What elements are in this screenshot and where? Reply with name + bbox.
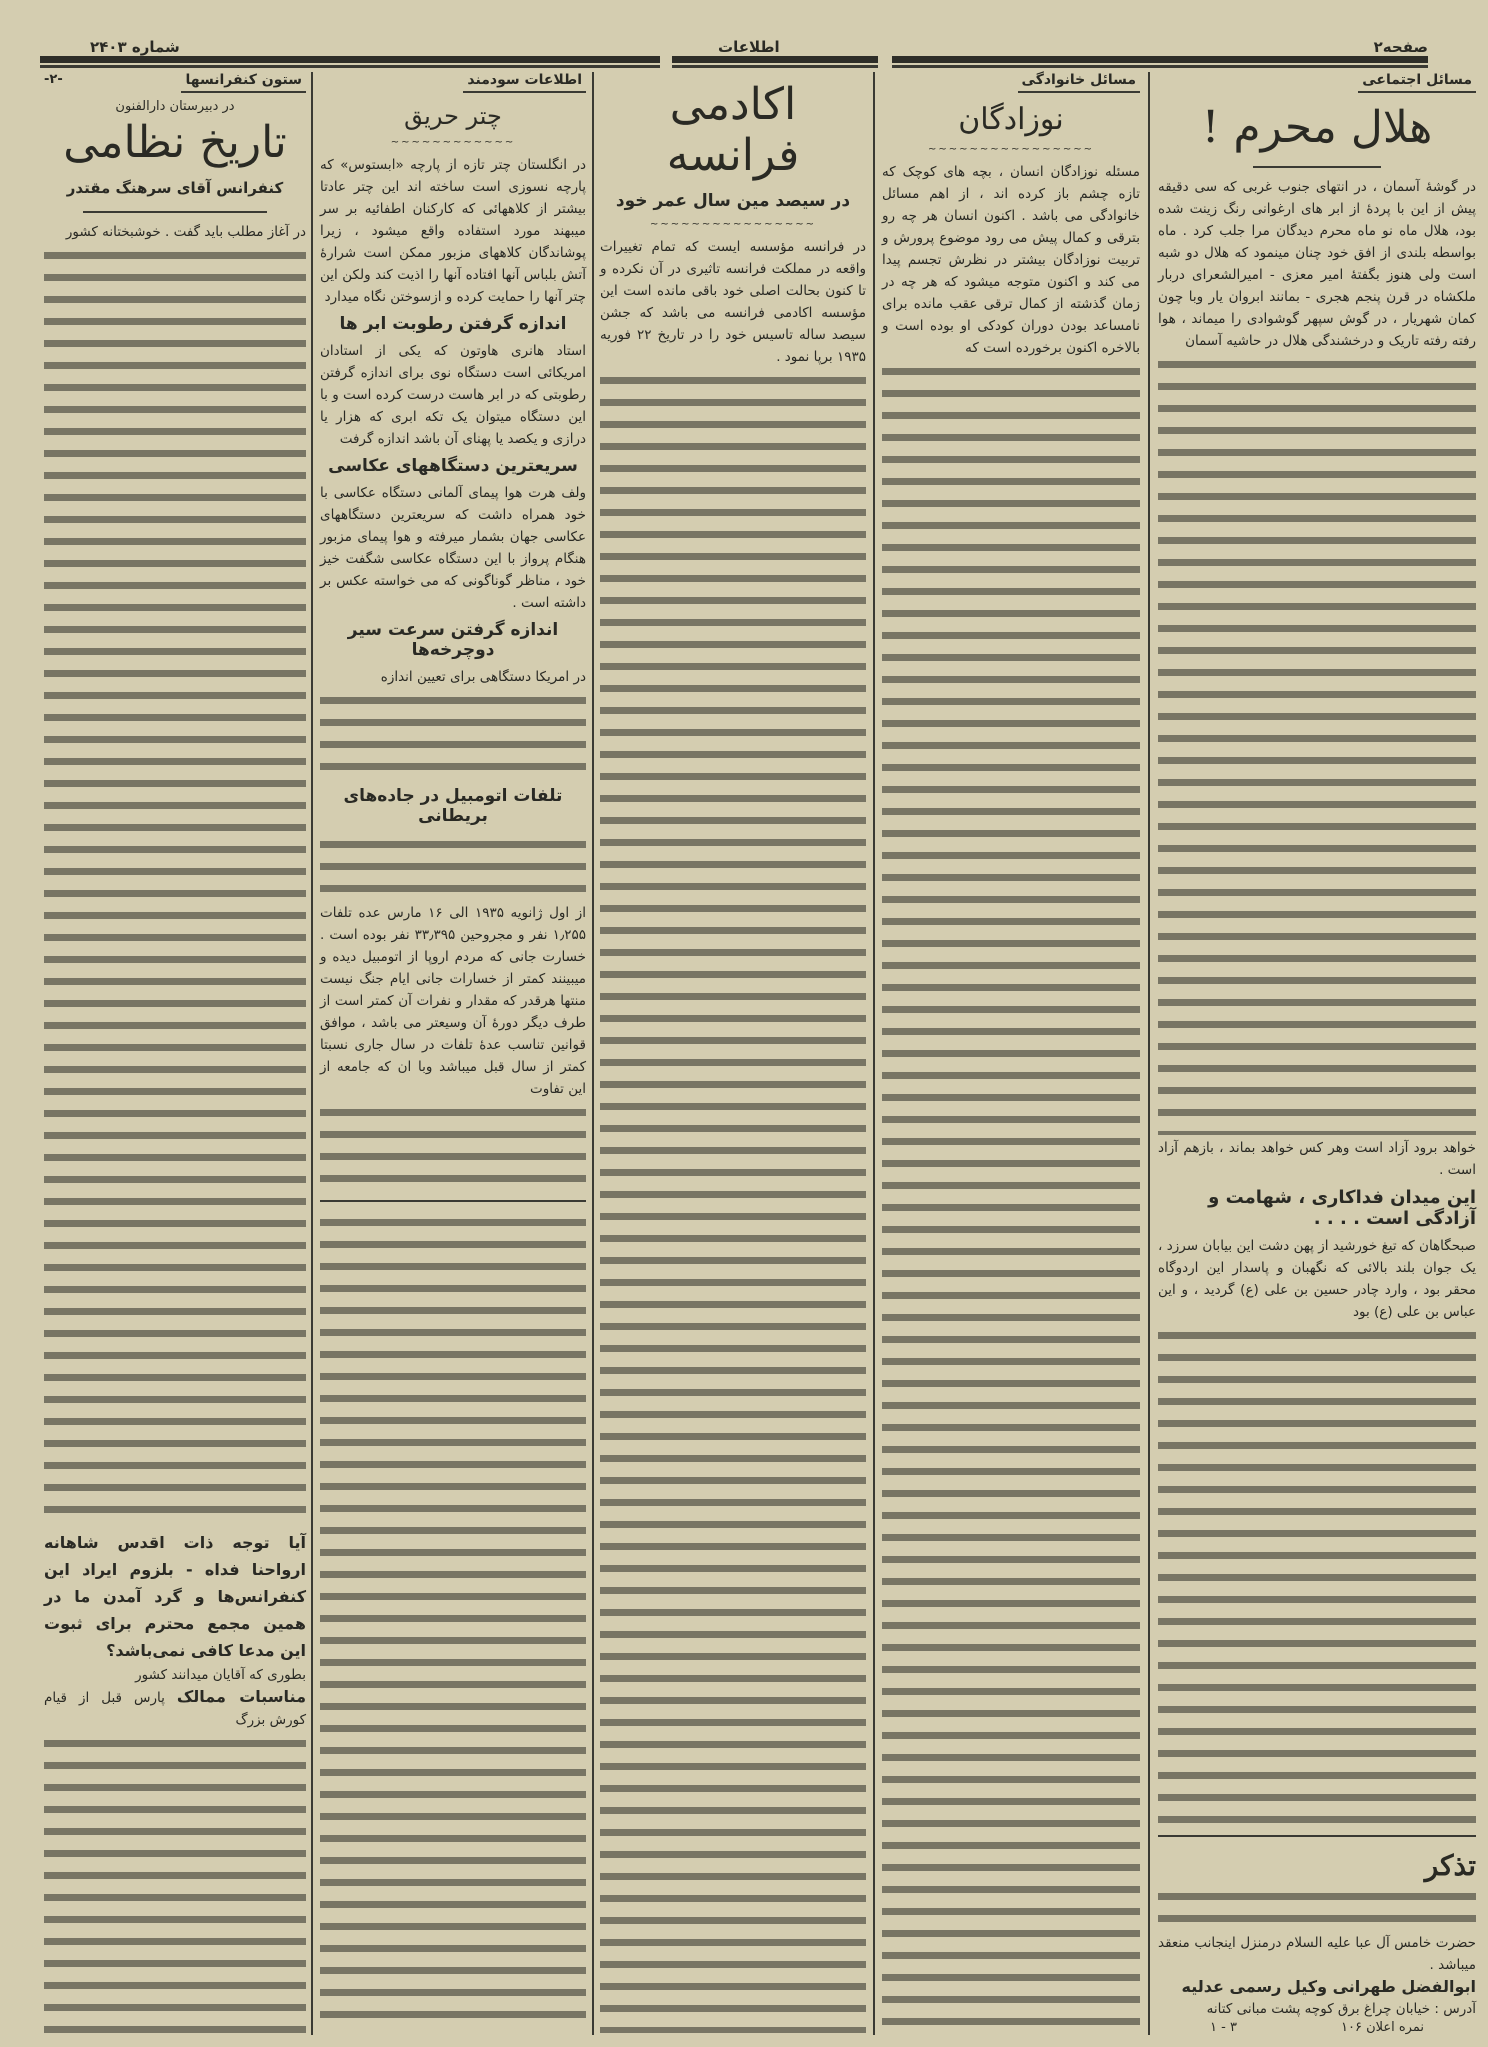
- body-text-texture: [320, 834, 586, 900]
- masthead-rule: [40, 56, 660, 65]
- body-text-texture: [320, 1102, 586, 1190]
- body-text-texture: [320, 690, 586, 778]
- body-text-texture: [44, 245, 306, 1527]
- paragraph: بطوری که آقایان میدانند کشور: [135, 1667, 306, 1683]
- paragraph: در آغاز مطلب باید گفت . خوشبختانه کشور: [65, 223, 306, 240]
- headline: تاریخ نظامی: [63, 117, 287, 168]
- body-text-texture: [882, 361, 1140, 2034]
- masthead-rule: [672, 56, 878, 65]
- article-military-history: [44, 72, 306, 2035]
- paragraph: در امریکا دستگاهی برای تعیین اندازه: [380, 668, 586, 685]
- paragraph: صبحگاهان که تیغ خورشید از پهن دشت این بیابان سرزد ، یک جوان بلند بالائی که نگهبان و پاسدار این اردوگاه محقر بود ، وارد چادر حسین بن علی (ع) گردید ، و این عباس بن علی (ع) بود: [1158, 1238, 1476, 1320]
- notice-title: تذکر: [1424, 1849, 1476, 1882]
- divider: [320, 1200, 586, 1202]
- notice-sequence: ۳ - ۱: [1210, 2020, 1237, 2035]
- divider: ~~~~~~~~~~~~~~~~: [649, 219, 817, 231]
- subheading: این میدان فداکاری ، شهامت و آزادگی است . . . .: [1208, 1187, 1476, 1229]
- paragraph: در گوشهٔ آسمان ، در انتهای جنوب غربی که سی دقیقه پیش از این با پردهٔ از ابر های ارغوانی رنگ زینت شده بود، هلال ماه نو ماه محرم دیدگان مرا جلب کرد . ماه بواسطه بلندی از افق خود چنان مینمود که هلال دو شبه است ولی هنوز بگفتهٔ امیر معزی - امیرالشعرای دربار ملکشاه در قرن پنجم هجری - بمانند ابروان یار وبا چون کمان شهریار ، در گوش سپهر گوشوادی را میماند ، هوا رفته رفته تاریک و درخشندگی هلال در حاشیه آسمان: [1158, 178, 1476, 349]
- divider: ~~~~~~~~~~~~~~~~: [927, 143, 1095, 155]
- divider: [83, 211, 266, 213]
- column-divider: [592, 72, 594, 2035]
- notice-number: نمره اعلان ۱۰۶: [1340, 2020, 1424, 2035]
- article-useful-info: [320, 72, 586, 2035]
- notice-address: آدرس : خیابان چراغ برق کوچه پشت مبانی کتانه: [1206, 2001, 1476, 2017]
- paragraph: پارس قبل از قیام کورش بزرگ: [44, 1690, 306, 1728]
- masthead-rule: [892, 56, 1428, 65]
- body-text-texture: [1158, 354, 1476, 1135]
- divider: [1253, 166, 1380, 168]
- subheading: سریعترین دستگاههای عکاسی: [328, 455, 578, 476]
- body-text-texture: [1158, 1886, 1476, 1930]
- headline: هلال محرم !: [1201, 102, 1433, 153]
- newspaper-name: اطلاعات: [718, 38, 780, 56]
- subheading: اندازه گرفتن سرعت سیر دوچرخه‌ها: [347, 619, 559, 660]
- body-text-texture: [44, 1733, 306, 2033]
- paragraph: خواهد برود آزاد است وهر کس خواهد بماند ، بازهم آزاد است .: [1158, 1140, 1476, 1178]
- headline: نوزادگان: [958, 102, 1064, 137]
- headline: اکادمی فرانسه: [666, 79, 800, 181]
- divider: [1158, 1835, 1476, 1837]
- divider: ~~~~~~~~~~~~: [390, 136, 516, 148]
- column-divider: [311, 72, 313, 2035]
- subheading: در سیصد مین سال عمر خود: [615, 191, 851, 212]
- column-divider: [873, 72, 875, 2035]
- paragraph: استاد هانری هاوتون که یکی از استادان امریکائی است دستگاه نوی برای اندازه گرفتن رطوبتی که در ابر هاست درست کرده است و با این دستگاه میتوان یک تکه ابری که هزار یا درازی و یکصد یا پهنای آن باشد اندازه گرفت: [320, 342, 586, 447]
- body-text-texture: [600, 370, 866, 2033]
- paragraph: در فرانسه مؤسسه ایست که تمام تغییرات واقعه در مملکت فرانسه تاثیری در آن نکرده و تا کنون بحالت اصلی خود باقی مانده است این مؤسسه اکادمی فرانسه می باشد که جشن سیصد ساله تاسیس خود را در تاریخ ۲۲ فوریه ۱۹۳۵ برپا نمود .: [600, 239, 866, 366]
- section-kicker: ستون کنفرانسها: [181, 72, 306, 93]
- paragraph: مسئله نوزادگان انسان ، بچه های کوچک که تازه چشم باز کرده اند ، از اهم مسائل خانوادگی می باشد . اکنون انسان هر چه رو بترقی و کمال پیش می رود موضوع پرورش و تربیت نوزادگان بیشتر در نظرش تجسم پیدا می کند و اکنون متوجه میشود که هر چه در زمان گذشته از کمال ترقی عقب مانده برای نامساعد بودن دوران کودکی او بوده است و بالاخره اکنون برخورده است که: [882, 163, 1140, 356]
- article-academie-francaise: [600, 72, 866, 2035]
- column-divider: [1148, 72, 1150, 2035]
- paragraph: در انگلستان چتر تازه از پارچه «ابستوس» که پارچه نسوزی است ساخته اند این چتر عادتا بیشتر از کلاههائی که کارکنان اطفائیه بر سر میبهند مورد استفاده واقع میشود ، زیرا پوشاندگان کلاههای مزبور ممکن است شرارهٔ آتش بلباس آنها افتاده آنها را اذیت کند ولکن این چتر آنها را حمایت کرده و ازسوختن نگاه میدارد: [320, 156, 586, 305]
- paragraph: ولف هرت هوا پیمای آلمانی دستگاه عکاسی با خود همراه داشت که سریعترین دستگاههای عکاسی جهان بشمار میرفته و هوا پیمای مزبور هنگام پرواز با این دستگاه عکاسی شگفت خیز خود ، مناظر گوناگونی که می خواسته عکس بر داشته است .: [320, 484, 586, 611]
- subheading: اندازه گرفتن رطوبت ابر ها: [339, 313, 567, 334]
- body-text-texture: [320, 1212, 586, 2033]
- section-kicker: اطلاعات سودمند: [463, 72, 586, 93]
- section-kicker: مسائل اجتماعی: [1358, 72, 1476, 93]
- lead-in: مناسبات ممالک: [176, 1687, 306, 1706]
- issue-number: شماره ۲۴۰۳: [90, 38, 180, 56]
- article-nozadgan: [882, 72, 1140, 2035]
- byline: کنفرانس آقای سرهنگ مقتدر: [66, 178, 284, 197]
- body-text-texture: [1158, 1325, 1476, 1825]
- venue: در دبیرستان دارالفنون: [115, 99, 235, 114]
- subheading: تلفات اتومبیل در جاده‌های بریطانی: [343, 785, 563, 826]
- page-number: صفحه۲: [1373, 38, 1428, 56]
- part-number: -۲-: [44, 72, 63, 87]
- section-kicker: مسائل خانوادگی: [1018, 72, 1140, 93]
- paragraph: از اول ژانویه ۱۹۳۵ الی ۱۶ مارس عده تلفات ۱٫۲۵۵ نفر و مجروحین ۳۳٫۳۹۵ نفر بوده است . خسارت جانی که مردم اروپا از اتومبیل دیده و میبینند کمتر از خسارات جانی ایام جنگ نیست منتها هرقدر که مقدار و نفرات آن کمتر است از طرف دیگر دورهٔ آن وسیعتر می باشد ، موافق قوانین تناسب عدهٔ تلفات در سال جاری نسبتا کمتر از سال قبل میباشد وبا ان که جامعه از این تفاوت: [320, 904, 587, 1097]
- notice-box: [1158, 1845, 1476, 2035]
- bold-paragraph: آیا توجه ذات اقدس شاهانه ارواحنا فداه - بلزوم ایراد این کنفرانس‌ها و گرد آمدن ما در همین مجمع محترم برای ثبوت این مدعا کافی نمی‌باشد؟: [44, 1533, 306, 1660]
- headline: چتر حریق: [404, 102, 502, 130]
- notice-name: ابوالفضل طهرانی وکیل رسمی عدلیه: [1181, 1977, 1476, 1996]
- notice-text: حضرت خامس آل عبا علیه السلام درمنزل اینجانب منعقد میباشد .: [1158, 1935, 1476, 1973]
- article-hilal-moharram: [1158, 72, 1476, 2035]
